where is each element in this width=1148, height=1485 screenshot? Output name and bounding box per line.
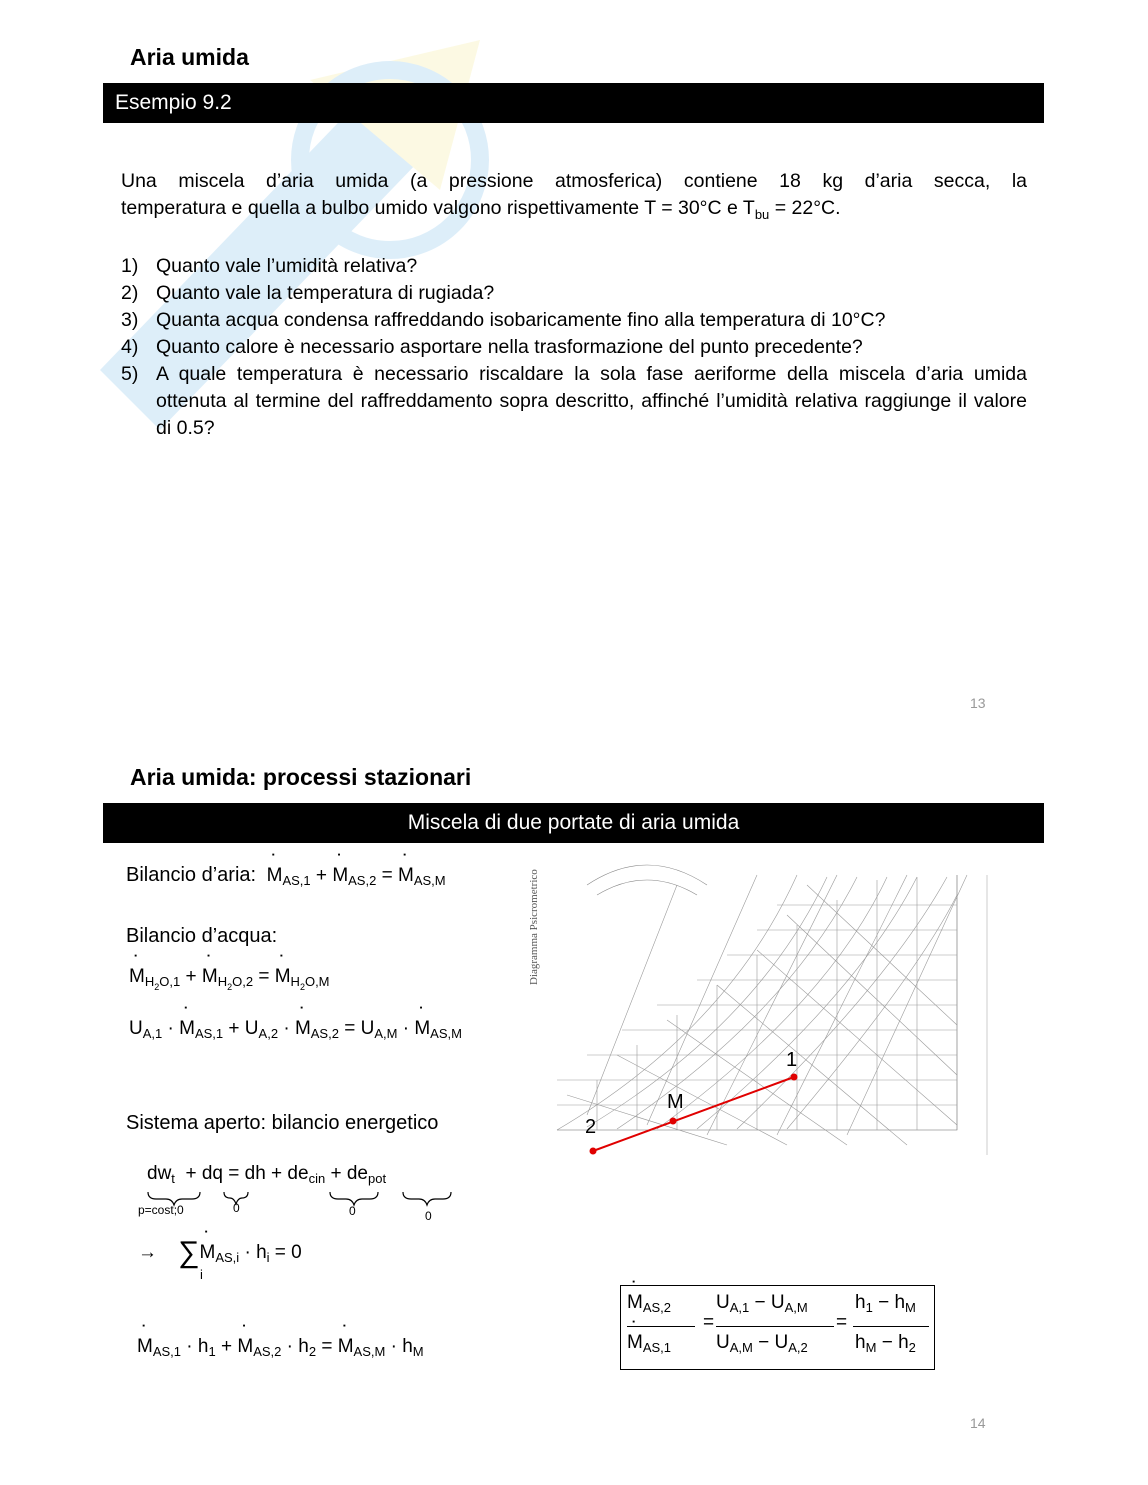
page-number: 13 <box>970 695 986 711</box>
section-bar-label: Esempio 9.2 <box>115 91 232 114</box>
water-balance-equation: ˙ $M_{H_2O,1}$ + ˙ $M_{H_2O,2}$ = ˙ $M_{H_2O,M}$ <box>129 966 330 992</box>
question-list <box>121 253 1027 442</box>
section-bar <box>103 803 1044 843</box>
chart-title: Diagramma Psicrometrico <box>528 869 540 985</box>
point-M-label: M <box>667 1091 684 1113</box>
intro-paragraph <box>121 168 1027 228</box>
underbraces <box>140 1190 470 1214</box>
list-item: 2) Quanto vale la temperatura di rugiada? <box>121 282 495 304</box>
brace-label-dwt: p=cost;0 <box>138 1203 184 1217</box>
intro-line-1: Una miscela d’aria umida (a pressione atmosferica) contiene 18 kg d’aria secca, la <box>121 170 1027 192</box>
point-M-marker <box>670 1118 677 1125</box>
section-bar <box>103 83 1044 123</box>
sum-equation: → ∑˙ $M_{AS,i} \cdot h_i = 0$ <box>138 1236 302 1270</box>
section-bar-label: Miscela di due portate di aria umida <box>407 811 740 834</box>
point-2-marker <box>590 1148 597 1155</box>
list-item: 4) Quanto calore è necessario asportare nella trasformazione del punto precedente? <box>121 336 863 358</box>
intro-line-2: temperatura e quella a bulbo umido valgono rispettivamente T = 30°C e $T_{bu} = 22^\circ C$. <box>121 197 841 222</box>
page-number: 14 <box>970 1415 986 1431</box>
water-balance-label: Bilancio d’acqua: <box>126 925 278 947</box>
list-item: 5) A quale temperatura è necessario riscaldare la sola fase aeriforme della miscela d’aria umida ottenuta al termine del raffreddamento sopra descritto, affinché l’umidità relativa raggiunge il valore di 0.5? <box>121 363 1027 439</box>
list-item: 3) Quanta acqua condensa raffreddando isobaricamente fino alla temperatura di 10°C? <box>121 309 886 331</box>
point-2-label: 2 <box>585 1116 597 1138</box>
energy-equation: $dw_t$ + dq = dh + $de_{cin} + de_{pot}$ <box>147 1163 387 1186</box>
brace-label-decin: 0 <box>349 1204 356 1218</box>
brace-label-depot: 0 <box>425 1209 432 1223</box>
point-1-marker <box>791 1074 798 1081</box>
mixing-line <box>593 1077 794 1151</box>
ratio-box: ˙ $M_{AS,2}$ ˙ $M_{AS,1}$ = $U_{A,1} - U_{A,M}$ $U_{A,M} - U_{A,2}$ = $h_1 - h_M$ $h_M - h_2$ <box>620 1285 935 1370</box>
sum-index: i <box>200 1267 203 1282</box>
humidity-balance-equation: $U_{A,1}$ · ˙ $M_{AS,1} + U_{A,2}$ · ˙ $M_{AS,2} = U_{A,M}$ · ˙ $M_{AS,M}$ <box>129 1018 462 1041</box>
brace-label-dq: 0 <box>233 1201 240 1215</box>
list-item: 1) Quanto vale l’umidità relativa? <box>121 255 418 277</box>
enthalpy-balance-equation: ˙ $M_{AS,1} \cdot h_1$ + ˙ $M_{AS,2} \cdot h_2$ = ˙ $M_{AS,M} \cdot h_M$ <box>137 1336 424 1359</box>
point-1-label: 1 <box>786 1049 798 1071</box>
page-title: Aria umida: processi stazionari <box>130 764 472 790</box>
open-system-label: Sistema aperto: bilancio energetico <box>126 1112 439 1134</box>
page-title: Aria umida <box>130 44 249 70</box>
psychrometric-chart <box>527 855 1027 1200</box>
air-balance-equation: Bilancio d’aria: ˙ $M_{AS,1}$ + ˙ $M_{AS,2}$ = ˙ $M_{AS,M}$ <box>126 864 446 888</box>
